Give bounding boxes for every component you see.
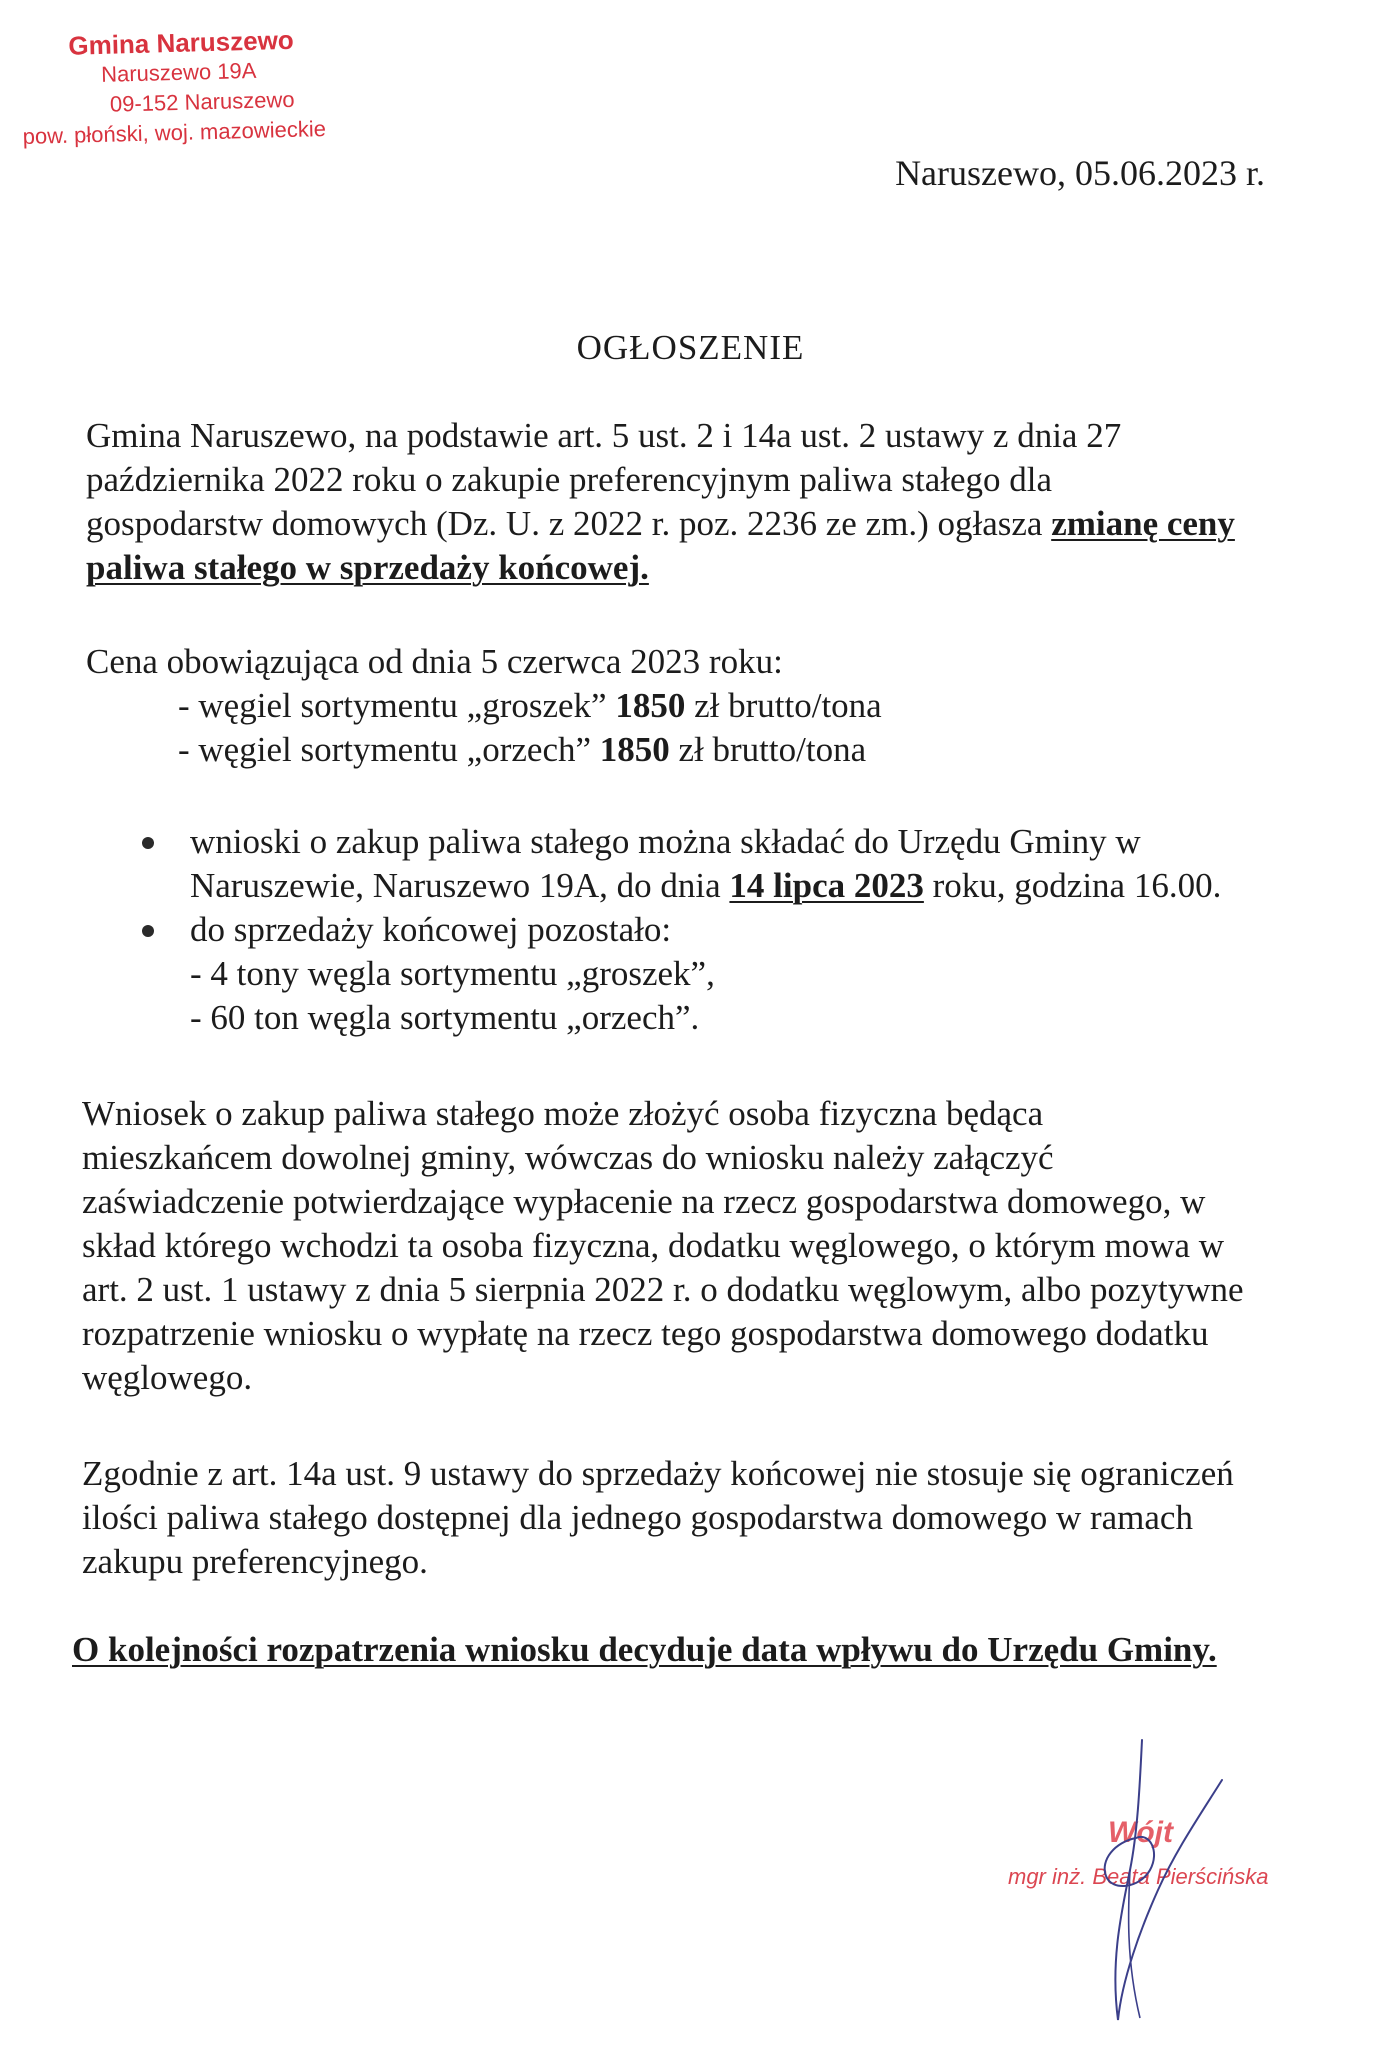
- price-item-label: - węgiel sortymentu „orzech”: [178, 730, 600, 769]
- price-heading: Cena obowiązująca od dnia 5 czerwca 2023 roku:: [86, 642, 783, 681]
- remaining-item-groszek: - 4 tony węgla sortymentu „groszek”,: [190, 954, 715, 993]
- signature-block: [990, 1720, 1350, 2040]
- limits-paragraph: [82, 1452, 1328, 1584]
- limits-line: ilości paliwa stałego dostępnej dla jednego gospodarstwa domowego w ramach: [82, 1498, 1193, 1537]
- bullet-text: roku, godzina 16.00.: [923, 866, 1222, 905]
- limits-line: Zgodnie z art. 14a ust. 9 ustawy do sprzedaży końcowej nie stosuje się ograniczeń: [82, 1454, 1234, 1493]
- price-item-label: - węgiel sortymentu „groszek”: [178, 686, 616, 725]
- price-unit: zł brutto/tona: [685, 686, 882, 725]
- signature-name: mgr inż. Beata Pierścińska: [1008, 1864, 1269, 1889]
- eligibility-line: rozpatrzenie wniosku o wypłatę na rzecz tego gospodarstwa domowego dodatku: [82, 1314, 1209, 1353]
- bullet-list: [132, 820, 1337, 1040]
- price-change-emphasis: zmianę ceny: [1051, 504, 1235, 543]
- price-item-groszek: [86, 684, 1286, 728]
- stamp-line-postcode: 09-152 Naruszewo: [109, 86, 295, 117]
- price-item-orzech: [86, 728, 1286, 772]
- intro-paragraph: [86, 414, 1330, 590]
- remaining-heading: do sprzedaży końcowej pozostało:: [190, 910, 672, 949]
- eligibility-line: Wniosek o zakup paliwa stałego może złożyć osoba fizyczna będąca: [82, 1094, 1044, 1133]
- intro-line: gospodarstw domowych (Dz. U. z 2022 r. poz. 2236 ze zm.) ogłasza: [86, 504, 1052, 543]
- bullet-icon: [142, 837, 154, 849]
- bullet-text: Naruszewie, Naruszewo 19A, do dnia: [190, 866, 730, 905]
- bullet-item-remaining: [132, 908, 1337, 1040]
- eligibility-line: art. 2 ust. 1 ustawy z dnia 5 sierpnia 2022 r. o dodatku węglowym, albo pozytywne: [82, 1270, 1244, 1309]
- limits-line: zakupu preferencyjnego.: [82, 1542, 428, 1581]
- intro-line-emphasis: [86, 546, 1330, 590]
- eligibility-line: węglowego.: [82, 1358, 253, 1397]
- document-title: OGŁOSZENIE: [576, 328, 805, 367]
- stamp-line-region: pow. płoński, woj. mazowieckie: [22, 116, 327, 149]
- intro-line: Gmina Naruszewo, na podstawie art. 5 ust. 2 i 14a ust. 2 ustawy z dnia 27: [86, 416, 1122, 455]
- final-sale-emphasis: paliwa stałego w sprzedaży końcowej.: [86, 548, 649, 587]
- document-date: Naruszewo, 05.06.2023 r.: [895, 153, 1265, 193]
- eligibility-line: zaświadczenie potwierdzające wypłacenie na rzecz gospodarstwa domowego, w: [82, 1182, 1206, 1221]
- signature-role: Wójt: [1108, 1816, 1173, 1849]
- final-note: O kolejności rozpatrzenia wniosku decyduje data wpływu do Urzędu Gminy.: [72, 1630, 1217, 1669]
- bullet-line: wnioski o zakup paliwa stałego można składać do Urzędu Gminy w: [190, 822, 1141, 861]
- bullet-line: [190, 864, 1337, 908]
- deadline-date: 14 lipca 2023: [729, 866, 924, 905]
- remaining-item-orzech: - 60 ton węgla sortymentu „orzech”.: [190, 998, 700, 1037]
- price-unit: zł brutto/tona: [669, 730, 867, 769]
- price-section: [86, 640, 1286, 772]
- stamp-line-address: Naruszewo 19A: [100, 57, 257, 87]
- municipality-stamp: [20, 23, 363, 152]
- eligibility-line: skład którego wchodzi ta osoba fizyczna, dodatku węglowego, o którym mowa w: [82, 1226, 1225, 1265]
- price-value: 1850: [615, 686, 686, 725]
- bullet-icon: [142, 925, 154, 937]
- price-value: 1850: [599, 730, 670, 769]
- handwritten-signature-icon: [990, 1720, 1350, 2040]
- eligibility-paragraph: [82, 1092, 1328, 1400]
- bullet-item-applications: [132, 820, 1337, 908]
- stamp-line-name: Gmina Naruszewo: [67, 24, 295, 61]
- intro-line: października 2022 roku o zakupie preferencyjnym paliwa stałego dla: [86, 460, 1053, 499]
- intro-line-with-emphasis: [86, 502, 1330, 546]
- eligibility-line: mieszkańcem dowolnej gminy, wówczas do wniosku należy załączyć: [82, 1138, 1054, 1177]
